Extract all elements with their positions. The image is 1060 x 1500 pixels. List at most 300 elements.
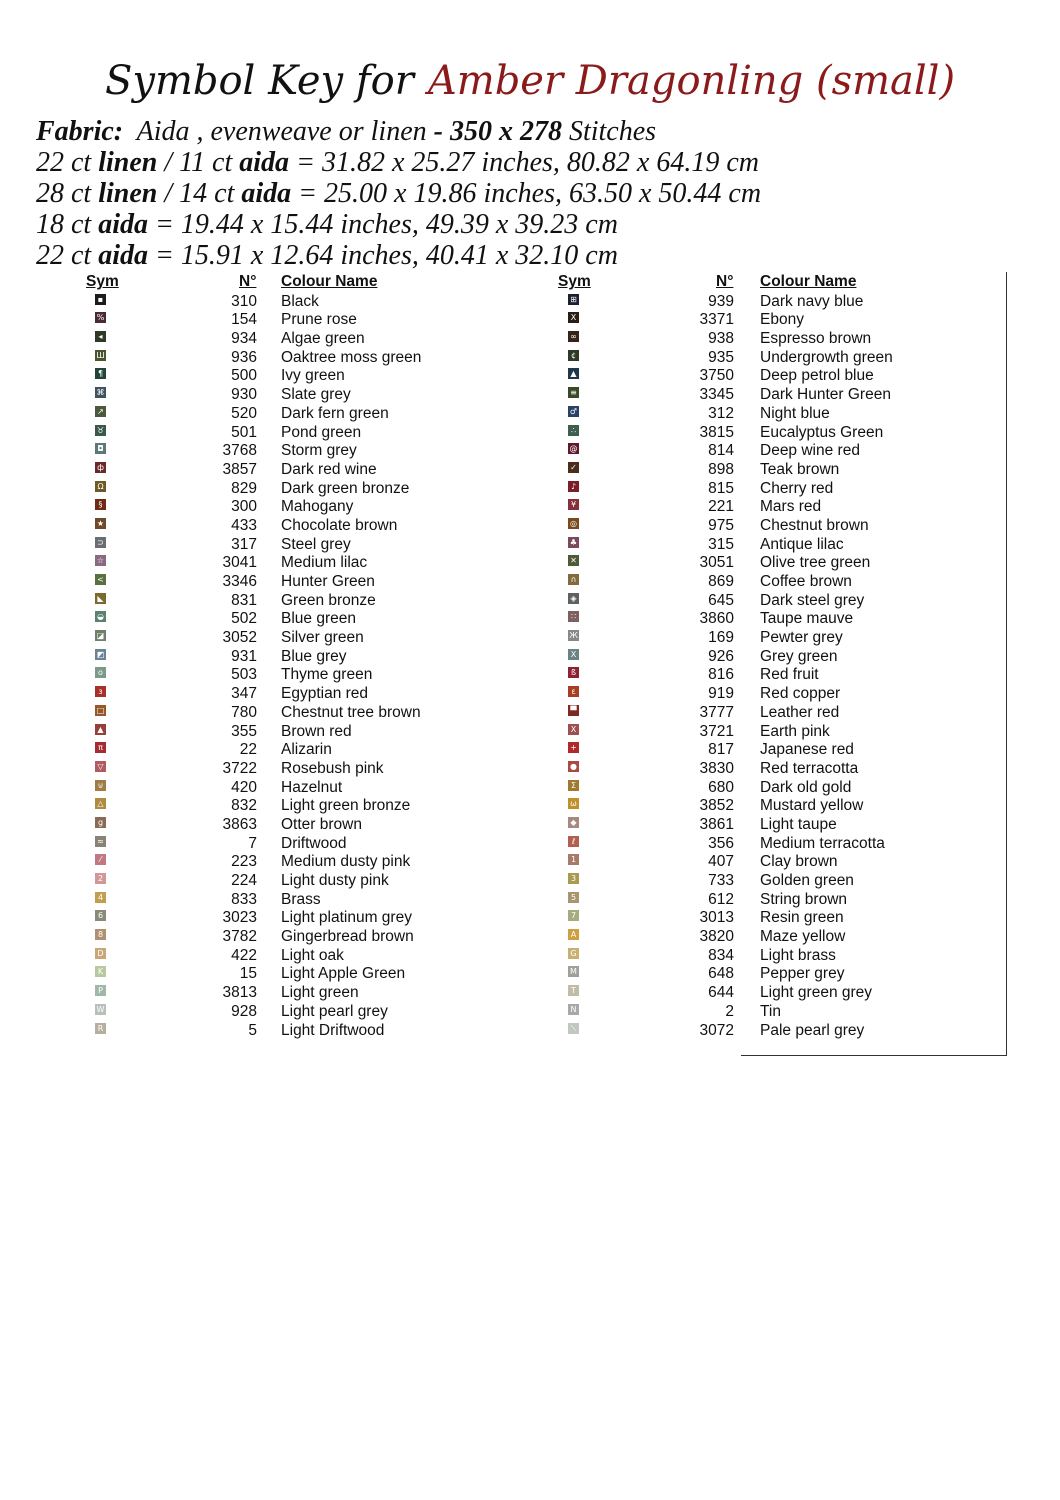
symbol-swatch-icon: ◎ xyxy=(568,518,579,529)
floss-row xyxy=(0,664,1000,683)
symbol-swatch-icon: ▽ xyxy=(95,761,106,772)
fabric-type: linen xyxy=(98,178,158,209)
colour-name: Light taupe xyxy=(760,815,837,833)
symbol-swatch-icon: ▪ xyxy=(95,294,106,305)
floss-number: 3813 xyxy=(222,984,257,1002)
colour-name: Light green xyxy=(281,984,359,1002)
floss-number: 3777 xyxy=(699,703,734,721)
colour-name: Gingerbread brown xyxy=(281,928,414,946)
symbol-swatch-icon: ◘ xyxy=(95,443,106,454)
symbol-swatch-icon: W xyxy=(96,1004,105,1014)
colour-name-header: Colour Name xyxy=(281,273,378,290)
page-title xyxy=(0,58,1060,104)
symbol-swatch-icon: ⁄ xyxy=(95,854,106,865)
floss-number: 834 xyxy=(708,946,734,964)
symbol-swatch-icon: ♣ xyxy=(569,537,578,547)
fabric-line-5 xyxy=(36,240,761,271)
symbol-swatch-icon: 7 xyxy=(568,910,579,921)
floss-row xyxy=(0,795,1000,814)
colour-name: Red terracotta xyxy=(760,759,859,777)
colour-name: Teak brown xyxy=(760,460,840,478)
colour-name: Oaktree moss green xyxy=(281,348,422,366)
fabric-type: linen xyxy=(98,147,158,178)
floss-number: 317 xyxy=(231,535,257,553)
floss-row xyxy=(0,291,1000,310)
floss-number: 3860 xyxy=(699,610,734,628)
colour-name: Coffee brown xyxy=(760,573,852,590)
fabric-label: Fabric: xyxy=(36,116,124,147)
colour-name: Resin green xyxy=(760,909,844,927)
floss-row xyxy=(0,459,1000,478)
colour-name: Japanese red xyxy=(760,741,854,759)
symbol-swatch-icon: ◩ xyxy=(96,649,105,659)
count-text: / 14 ct xyxy=(157,178,242,209)
symbol-swatch-icon: π xyxy=(95,742,106,753)
colour-name: Light Apple Green xyxy=(281,965,406,983)
colour-name: Prune rose xyxy=(281,311,357,329)
floss-row xyxy=(0,496,1000,515)
colour-name: Chocolate brown xyxy=(281,516,398,534)
colour-name: Hunter Green xyxy=(281,573,375,590)
floss-number: 3072 xyxy=(699,1021,734,1039)
colour-name: Medium dusty pink xyxy=(281,853,411,871)
floss-number: 938 xyxy=(708,330,734,348)
symbol-swatch-icon: ¢ xyxy=(568,350,579,361)
floss-number: 433 xyxy=(231,516,257,534)
floss-number: 7 xyxy=(248,834,257,852)
colour-name: Dark red wine xyxy=(281,460,377,478)
floss-number: 644 xyxy=(708,984,734,1002)
colour-name: Clay brown xyxy=(760,853,838,871)
symbol-swatch-icon: ☆ xyxy=(96,556,105,566)
fabric-type: aida xyxy=(241,178,292,209)
colour-name: Maze yellow xyxy=(760,928,846,946)
symbol-swatch-icon: < xyxy=(95,574,106,585)
colour-name: Thyme green xyxy=(281,666,373,684)
floss-number: 347 xyxy=(231,685,257,703)
floss-number: 930 xyxy=(231,386,257,404)
colour-name: Steel grey xyxy=(281,535,351,553)
colour-name: Light oak xyxy=(281,946,344,964)
symbol-swatch-icon: ɜ xyxy=(95,686,106,697)
colour-name: Otter brown xyxy=(281,815,362,833)
floss-number: 3830 xyxy=(699,759,734,777)
colour-name: Dark steel grey xyxy=(760,591,865,609)
floss-number: 3861 xyxy=(699,815,734,833)
floss-number: 733 xyxy=(708,872,734,889)
symbol-swatch-icon: ♪ xyxy=(568,481,579,492)
floss-number: 5 xyxy=(248,1021,257,1039)
floss-number: 833 xyxy=(231,890,257,908)
floss-row xyxy=(0,814,1000,833)
floss-number: 3346 xyxy=(222,573,257,590)
colour-name: Brown red xyxy=(281,722,352,740)
symbol-swatch-icon: X xyxy=(568,649,579,660)
symbol-swatch-icon: ∷ xyxy=(568,611,579,622)
symbol-swatch-icon: ⌘ xyxy=(96,388,105,398)
colour-name: Slate grey xyxy=(281,386,351,404)
floss-number: 3721 xyxy=(699,722,734,740)
floss-number: 919 xyxy=(708,685,734,703)
floss-number: 831 xyxy=(231,591,257,609)
floss-number: 3013 xyxy=(699,909,734,927)
dimension-text: = 25.00 x 19.86 inches, 63.50 x 50.44 cm xyxy=(291,178,762,209)
symbol-swatch-icon: ▲ xyxy=(95,724,106,735)
colour-name: Algae green xyxy=(281,330,365,348)
symbol-swatch-icon: R xyxy=(95,1023,106,1034)
floss-row xyxy=(0,851,1000,870)
floss-number: 15 xyxy=(239,965,257,983)
floss-number: 934 xyxy=(231,330,257,348)
fabric-line-1 xyxy=(36,116,761,147)
dimension-text: = 15.91 x 12.64 inches, 40.41 x 32.10 cm xyxy=(148,240,618,271)
colour-name: Golden green xyxy=(760,872,854,889)
symbol-swatch-icon: ω xyxy=(568,798,579,809)
floss-number: 407 xyxy=(708,853,734,871)
floss-row xyxy=(0,1020,1000,1039)
floss-row xyxy=(0,1001,1000,1020)
symbol-swatch-icon: ◂ xyxy=(95,331,106,342)
symbol-swatch-icon: § xyxy=(95,499,106,510)
floss-number: 503 xyxy=(231,666,257,684)
floss-row xyxy=(0,777,1000,796)
colour-name: Blue grey xyxy=(281,647,347,665)
colour-name: String brown xyxy=(760,890,848,908)
floss-number: 936 xyxy=(231,348,257,366)
floss-number: 815 xyxy=(708,479,734,497)
floss-number: 501 xyxy=(231,423,257,441)
colour-name: Blue green xyxy=(281,610,356,628)
symbol-swatch-icon: Ж xyxy=(569,631,578,641)
symbol-swatch-icon: △ xyxy=(95,798,106,809)
colour-name: Leather red xyxy=(760,703,840,721)
symbol-swatch-icon: ★ xyxy=(96,518,105,528)
floss-row xyxy=(0,515,1000,534)
colour-name: Light green bronze xyxy=(281,797,411,815)
floss-number: 3371 xyxy=(699,311,734,329)
colour-name: Dark Hunter Green xyxy=(760,386,891,404)
fabric-type: aida xyxy=(239,147,290,178)
symbol-swatch-icon: ✓ xyxy=(568,462,579,473)
symbol-swatch-icon: ɛ xyxy=(568,686,579,697)
symbol-swatch-icon: ℓ xyxy=(568,836,579,847)
floss-number: 520 xyxy=(231,404,257,422)
count-text: 22 ct xyxy=(36,240,99,271)
fabric-types: Aida , evenweave or linen xyxy=(136,116,427,147)
symbol-swatch-icon: G xyxy=(568,948,579,959)
floss-row xyxy=(0,646,1000,665)
table-border-bottom xyxy=(741,1055,1007,1056)
symbol-swatch-icon: 4 xyxy=(95,892,106,903)
symbol-swatch-icon: ♂ xyxy=(569,406,578,416)
floss-number: 3820 xyxy=(699,928,734,946)
symbol-swatch-icon: ◆ xyxy=(568,817,579,828)
floss-number: 926 xyxy=(708,647,734,665)
number-header: N° xyxy=(716,273,734,290)
floss-number: 169 xyxy=(708,629,734,647)
floss-number: 648 xyxy=(708,965,734,983)
floss-number: 645 xyxy=(708,591,734,609)
symbol-swatch-icon: + xyxy=(568,742,579,753)
floss-row xyxy=(0,982,1000,1001)
colour-name-header: Colour Name xyxy=(760,273,857,290)
column-header xyxy=(0,272,1000,291)
colour-name: Tin xyxy=(760,1002,781,1020)
symbol-swatch-icon: X xyxy=(568,724,579,735)
symbol-swatch-icon: ф xyxy=(95,462,106,473)
colour-name: Medium terracotta xyxy=(760,834,885,852)
floss-number: 939 xyxy=(708,292,734,310)
colour-name: Light green grey xyxy=(760,984,873,1002)
floss-number: 869 xyxy=(708,573,734,590)
floss-row xyxy=(0,870,1000,889)
symbol-swatch-icon: D xyxy=(95,948,106,959)
floss-row xyxy=(0,926,1000,945)
floss-number: 3345 xyxy=(699,386,734,404)
floss-row xyxy=(0,608,1000,627)
colour-name: Hazelnut xyxy=(281,778,343,796)
floss-number: 315 xyxy=(708,535,734,553)
colour-name: Light dusty pink xyxy=(281,872,389,889)
sym-header: Sym xyxy=(86,273,119,290)
floss-row xyxy=(0,907,1000,926)
symbol-swatch-icon: P xyxy=(95,985,106,996)
floss-row xyxy=(0,963,1000,982)
floss-row xyxy=(0,365,1000,384)
symbol-swatch-icon: 5 xyxy=(568,892,579,903)
floss-row xyxy=(0,702,1000,721)
colour-name: Mahogany xyxy=(281,498,354,516)
symbol-swatch-icon: ß xyxy=(568,667,579,678)
colour-name: Green bronze xyxy=(281,591,376,609)
colour-name: Mars red xyxy=(760,498,822,516)
colour-name: Taupe mauve xyxy=(760,610,854,628)
symbol-swatch-icon: A xyxy=(568,929,579,940)
symbol-swatch-icon: ¶ xyxy=(95,368,106,379)
floss-row xyxy=(0,590,1000,609)
colour-name: Pepper grey xyxy=(760,965,845,983)
colour-name: Night blue xyxy=(760,404,830,422)
colour-name: Dark fern green xyxy=(281,404,389,422)
floss-number: 817 xyxy=(708,741,734,759)
floss-number: 3023 xyxy=(222,909,257,927)
floss-number: 3857 xyxy=(222,460,257,478)
fabric-type: aida xyxy=(98,209,148,240)
colour-name: Eucalyptus Green xyxy=(760,423,884,441)
fabric-line-2 xyxy=(36,147,761,178)
floss-row xyxy=(0,627,1000,646)
floss-number: 935 xyxy=(708,348,734,366)
symbol-swatch-icon: 8 xyxy=(95,929,106,940)
floss-number: 680 xyxy=(708,778,734,796)
floss-number: 780 xyxy=(231,703,257,721)
floss-row xyxy=(0,422,1000,441)
colour-name: Undergrowth green xyxy=(760,348,893,366)
floss-number: 928 xyxy=(231,1002,257,1020)
count-text: / 11 ct xyxy=(157,147,240,178)
colour-name: Red fruit xyxy=(760,666,819,684)
floss-number: 814 xyxy=(708,442,734,460)
colour-name: Deep petrol blue xyxy=(760,367,874,385)
floss-number: 612 xyxy=(708,890,734,908)
symbol-swatch-icon: ● xyxy=(568,761,579,772)
floss-row xyxy=(0,309,1000,328)
colour-name: Light platinum grey xyxy=(281,909,412,927)
colour-name: Pewter grey xyxy=(760,629,843,647)
floss-row xyxy=(0,478,1000,497)
stitch-count: 350 x 278 xyxy=(449,116,562,147)
floss-number: 500 xyxy=(231,367,257,385)
floss-number: 3750 xyxy=(699,367,734,385)
symbol-swatch-icon: % xyxy=(96,313,105,323)
floss-number: 832 xyxy=(231,797,257,815)
symbol-swatch-icon: ◣ xyxy=(95,593,106,604)
pattern-name: Amber Dragonling (small) xyxy=(427,58,956,104)
symbol-swatch-icon: o xyxy=(95,667,106,678)
floss-row xyxy=(0,833,1000,852)
colour-name: Light brass xyxy=(760,946,836,964)
colour-name: Alizarin xyxy=(281,741,332,759)
colour-name: Earth pink xyxy=(760,722,830,740)
symbol-swatch-icon: ⊃ xyxy=(95,537,106,548)
floss-row xyxy=(0,328,1000,347)
stitches-label: Stitches xyxy=(561,116,657,147)
symbol-swatch-icon: ∞ xyxy=(568,331,579,342)
colour-name: Olive tree green xyxy=(760,554,871,572)
colour-name: Silver green xyxy=(281,629,364,647)
floss-number: 3041 xyxy=(222,554,257,572)
floss-number: 356 xyxy=(708,834,734,852)
floss-row xyxy=(0,758,1000,777)
colour-name: Light pearl grey xyxy=(281,1002,388,1020)
colour-name: Driftwood xyxy=(281,834,347,852)
fabric-dash: - xyxy=(426,116,450,147)
symbol-swatch-icon: N xyxy=(568,1004,579,1015)
floss-number: 300 xyxy=(231,498,257,516)
colour-name: Deep wine red xyxy=(760,442,860,460)
fabric-line-4 xyxy=(36,209,761,240)
symbol-swatch-icon: 3 xyxy=(568,873,579,884)
colour-name: Antique lilac xyxy=(760,535,844,553)
fabric-type: aida xyxy=(98,240,148,271)
symbol-swatch-icon: ♉ xyxy=(96,425,105,435)
dimension-text: = 19.44 x 15.44 inches, 49.39 x 39.23 cm xyxy=(148,209,618,240)
symbol-swatch-icon: M xyxy=(568,966,579,977)
colour-name: Light Driftwood xyxy=(281,1021,385,1039)
symbol-swatch-icon: T xyxy=(568,985,579,996)
symbol-swatch-icon: ∴ xyxy=(568,425,579,436)
count-text: 22 ct xyxy=(36,147,99,178)
colour-name: Chestnut brown xyxy=(760,516,869,534)
colour-name: Egyptian red xyxy=(281,685,369,703)
floss-number: 223 xyxy=(231,853,257,871)
colour-name: Pond green xyxy=(281,423,362,441)
floss-number: 310 xyxy=(231,292,257,310)
symbol-swatch-icon: Ш xyxy=(96,350,105,360)
floss-number: 3863 xyxy=(222,815,257,833)
symbol-swatch-icon: ⊞ xyxy=(568,294,579,305)
fabric-info xyxy=(36,116,761,271)
symbol-swatch-icon: g xyxy=(95,817,106,828)
symbol-swatch-icon: ▀ xyxy=(568,705,579,716)
symbol-swatch-icon: 6 xyxy=(95,910,106,921)
symbol-swatch-icon: ✕ xyxy=(568,555,579,566)
number-header: N° xyxy=(239,273,257,290)
floss-row xyxy=(0,889,1000,908)
floss-row xyxy=(0,534,1000,553)
floss-row xyxy=(0,440,1000,459)
floss-row xyxy=(0,384,1000,403)
symbol-swatch-icon: ↗ xyxy=(95,406,106,417)
floss-number: 3815 xyxy=(699,423,734,441)
floss-number: 312 xyxy=(708,404,734,422)
floss-row xyxy=(0,945,1000,964)
floss-number: 355 xyxy=(231,722,257,740)
floss-row xyxy=(0,739,1000,758)
symbol-swatch-icon: X xyxy=(568,312,579,323)
floss-number: 2 xyxy=(725,1002,734,1020)
floss-number: 3722 xyxy=(222,759,257,777)
symbol-swatch-icon: ⊍ xyxy=(95,780,106,791)
fabric-line-3 xyxy=(36,178,761,209)
colour-name: Rosebush pink xyxy=(281,759,384,777)
floss-number: 224 xyxy=(231,872,257,889)
symbol-key-right-column xyxy=(0,272,1000,1038)
colour-name: Mustard yellow xyxy=(760,797,864,815)
colour-name: Espresso brown xyxy=(760,330,872,348)
floss-number: 898 xyxy=(708,460,734,478)
colour-name: Storm grey xyxy=(281,442,357,460)
symbol-swatch-icon: ≡ xyxy=(568,387,579,398)
floss-number: 420 xyxy=(231,778,257,796)
floss-number: 221 xyxy=(708,498,734,516)
colour-name: Dark navy blue xyxy=(760,292,864,310)
floss-number: 3051 xyxy=(699,554,734,572)
table-border-right xyxy=(1006,272,1007,1056)
floss-number: 931 xyxy=(231,647,257,665)
colour-name: Dark old gold xyxy=(760,778,852,796)
symbol-swatch-icon: ◒ xyxy=(95,611,106,622)
colour-name: Brass xyxy=(281,890,321,908)
colour-name: Chestnut tree brown xyxy=(281,703,421,721)
dimension-text: = 31.82 x 25.27 inches, 80.82 x 64.19 cm xyxy=(289,147,759,178)
colour-name: Dark green bronze xyxy=(281,479,410,497)
floss-number: 154 xyxy=(231,311,257,329)
symbol-swatch-icon: ⟍ xyxy=(568,1023,579,1034)
symbol-swatch-icon: ≈ xyxy=(95,836,106,847)
colour-name: Grey green xyxy=(760,647,838,665)
floss-row xyxy=(0,721,1000,740)
colour-name: Black xyxy=(281,292,319,310)
floss-number: 3782 xyxy=(222,928,257,946)
symbol-swatch-icon: ◪ xyxy=(96,631,105,641)
colour-name: Ivy green xyxy=(281,367,345,385)
floss-row xyxy=(0,347,1000,366)
symbol-swatch-icon: Ω xyxy=(95,481,106,492)
floss-number: 3052 xyxy=(222,629,257,647)
symbol-swatch-icon: ∩ xyxy=(568,574,579,585)
symbol-swatch-icon: 1 xyxy=(568,854,579,865)
floss-number: 816 xyxy=(708,666,734,684)
symbol-swatch-icon: □ xyxy=(96,705,105,715)
symbol-swatch-icon: K xyxy=(95,966,106,977)
colour-name: Pale pearl grey xyxy=(760,1021,865,1039)
floss-number: 975 xyxy=(708,516,734,534)
sym-header: Sym xyxy=(558,273,591,290)
symbol-swatch-icon: 2 xyxy=(95,873,106,884)
floss-number: 422 xyxy=(231,946,257,964)
floss-number: 502 xyxy=(231,610,257,628)
